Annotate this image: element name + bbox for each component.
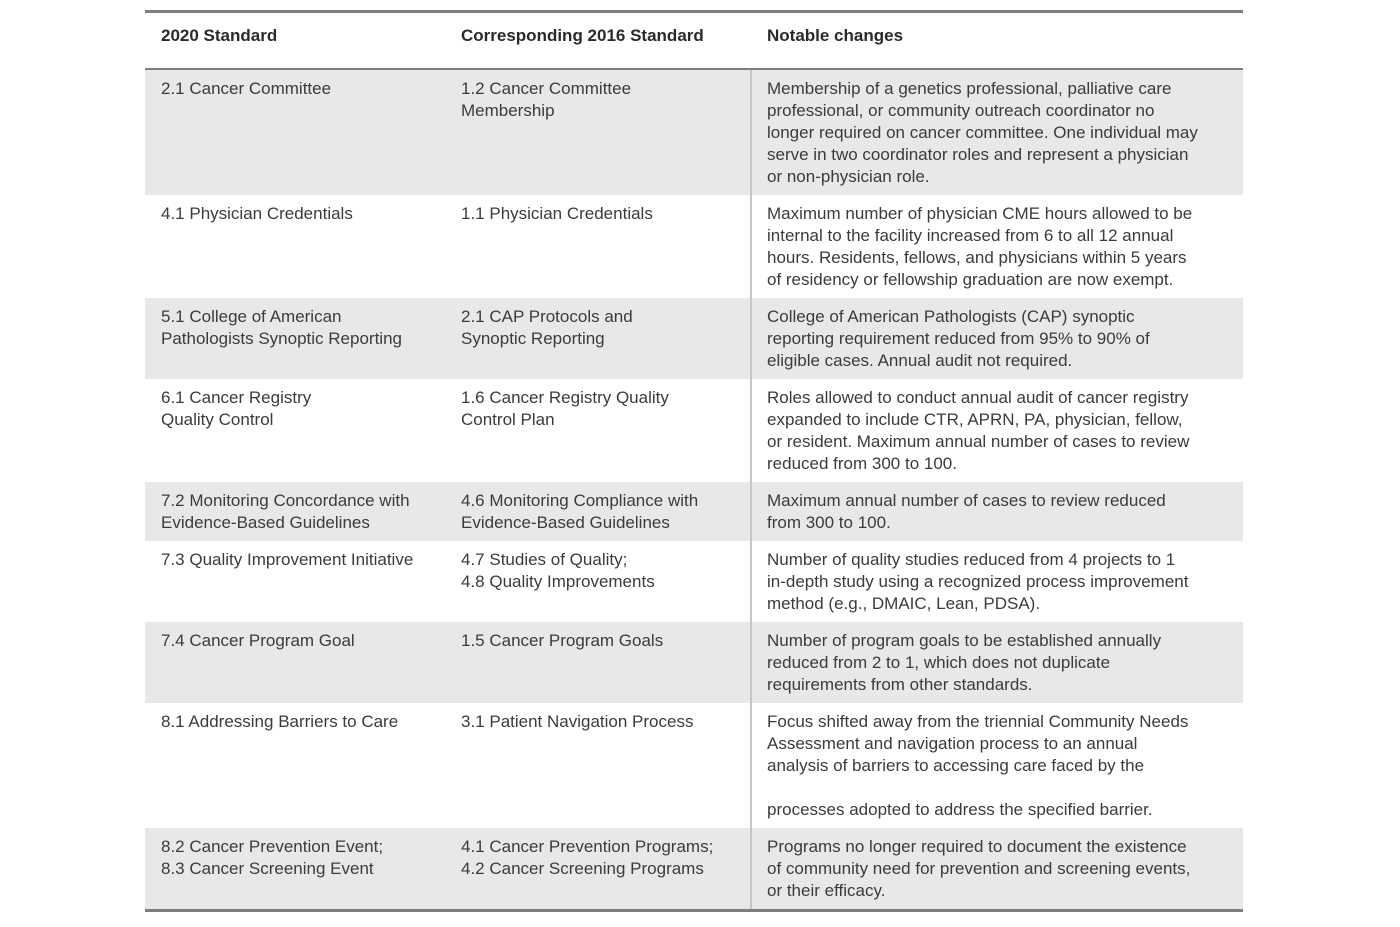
- text-line: 8.3 Cancer Screening Event: [161, 859, 374, 878]
- text-line: from 300 to 100.: [767, 513, 891, 532]
- table-row: [145, 703, 1243, 828]
- header-2016-standard: Corresponding 2016 Standard: [461, 26, 704, 45]
- text-line: or resident. Maximum annual number of cases to review: [767, 432, 1190, 451]
- cell-2020-standard: [145, 703, 445, 828]
- text-line: 2.1 Cancer Committee: [161, 79, 332, 98]
- text-line: 5.1 College of American: [161, 307, 342, 326]
- text-line: Focus shifted away from the triennial Community Needs: [767, 712, 1189, 731]
- cell-2020-standard: [145, 195, 445, 298]
- text-line: method (e.g., DMAIC, Lean, PDSA).: [767, 594, 1041, 613]
- table-row: [145, 379, 1243, 482]
- text-line: of community need for prevention and screening events,: [767, 859, 1191, 878]
- text-line: Control Plan: [461, 410, 555, 429]
- text-line: 8.2 Cancer Prevention Event;: [161, 837, 384, 856]
- text-line: eligible cases. Annual audit not required.: [767, 351, 1073, 370]
- cell-2020-standard: [145, 379, 445, 482]
- text-line: College of American Pathologists (CAP) synoptic: [767, 307, 1135, 326]
- text-line: [767, 777, 1231, 799]
- text-line: 8.1 Addressing Barriers to Care: [161, 712, 399, 731]
- table-row: [145, 195, 1243, 298]
- cell-notable-changes: [750, 703, 1243, 828]
- cell-2016-standard: [445, 70, 750, 195]
- text-line: 1.5 Cancer Program Goals: [461, 631, 664, 650]
- standards-comparison-table: [145, 10, 1243, 912]
- text-line: of residency or fellowship graduation are now exempt.: [767, 270, 1174, 289]
- text-line: requirements from other standards.: [767, 675, 1033, 694]
- text-line: 1.1 Physician Credentials: [461, 204, 653, 223]
- text-line: 4.1 Cancer Prevention Programs;: [461, 837, 714, 856]
- cell-notable-changes: [750, 482, 1243, 541]
- text-line: expanded to include CTR, APRN, PA, physician, fellow,: [767, 410, 1183, 429]
- text-line: reporting requirement reduced from 95% to 90% of: [767, 329, 1150, 348]
- text-line: 7.4 Cancer Program Goal: [161, 631, 355, 650]
- cell-2016-standard: [445, 379, 750, 482]
- text-line: Quality Control: [161, 410, 274, 429]
- cell-2016-standard: [445, 828, 750, 909]
- cell-2020-standard: [145, 828, 445, 909]
- text-line: longer required on cancer committee. One individual may: [767, 123, 1198, 142]
- text-line: Pathologists Synoptic Reporting: [161, 329, 402, 348]
- text-line: hours. Residents, fellows, and physicians within 5 years: [767, 248, 1187, 267]
- text-line: Number of quality studies reduced from 4 projects to 1: [767, 550, 1176, 569]
- cell-notable-changes: [750, 828, 1243, 909]
- cell-2016-standard: [445, 622, 750, 703]
- text-line: Synoptic Reporting: [461, 329, 605, 348]
- text-line: 4.8 Quality Improvements: [461, 572, 655, 591]
- cell-2016-standard: [445, 703, 750, 828]
- cell-notable-changes: [750, 379, 1243, 482]
- text-line: 4.6 Monitoring Compliance with: [461, 491, 699, 510]
- cell-2020-standard: [145, 541, 445, 622]
- table-header-row: [145, 10, 1243, 70]
- text-line: 4.2 Cancer Screening Programs: [461, 859, 704, 878]
- cell-2016-standard: [445, 195, 750, 298]
- table-body: [145, 70, 1243, 912]
- table-row: [145, 70, 1243, 195]
- text-line: or non-physician role.: [767, 167, 930, 186]
- cell-notable-changes: [750, 70, 1243, 195]
- text-line: reduced from 300 to 100.: [767, 454, 957, 473]
- cell-notable-changes: [750, 622, 1243, 703]
- text-line: 7.2 Monitoring Concordance with: [161, 491, 410, 510]
- text-line: 3.1 Patient Navigation Process: [461, 712, 694, 731]
- text-line: Assessment and navigation process to an annual: [767, 734, 1138, 753]
- text-line: analysis of barriers to accessing care faced by the: [767, 756, 1145, 775]
- text-line: or their efficacy.: [767, 881, 886, 900]
- text-line: 4.1 Physician Credentials: [161, 204, 353, 223]
- cell-notable-changes: [750, 298, 1243, 379]
- cell-2020-standard: [145, 298, 445, 379]
- cell-notable-changes: [750, 541, 1243, 622]
- cell-2016-standard: [445, 298, 750, 379]
- text-line: 1.2 Cancer Committee: [461, 79, 632, 98]
- text-line: in-depth study using a recognized process improvement: [767, 572, 1189, 591]
- text-line: Programs no longer required to document the existence: [767, 837, 1187, 856]
- table-row: [145, 828, 1243, 909]
- table-row: [145, 298, 1243, 379]
- text-line: Membership: [461, 101, 555, 120]
- text-line: Maximum annual number of cases to review reduced: [767, 491, 1166, 510]
- text-line: Roles allowed to conduct annual audit of cancer registry: [767, 388, 1189, 407]
- text-line: serve in two coordinator roles and represent a physician: [767, 145, 1189, 164]
- cell-2020-standard: [145, 70, 445, 195]
- text-line: Number of program goals to be established annually: [767, 631, 1162, 650]
- cell-2016-standard: [445, 482, 750, 541]
- text-line: 1.6 Cancer Registry Quality: [461, 388, 669, 407]
- text-line: professional, or community outreach coordinator no: [767, 101, 1155, 120]
- text-line: 6.1 Cancer Registry: [161, 388, 312, 407]
- text-line: processes adopted to address the specified barrier.: [767, 800, 1153, 819]
- header-notable-changes: Notable changes: [767, 26, 904, 45]
- text-line: 2.1 CAP Protocols and: [461, 307, 633, 326]
- text-line: reduced from 2 to 1, which does not duplicate: [767, 653, 1111, 672]
- header-2020-standard: 2020 Standard: [161, 26, 278, 45]
- text-line: Evidence-Based Guidelines: [161, 513, 370, 532]
- text-line: Membership of a genetics professional, palliative care: [767, 79, 1172, 98]
- text-line: 4.7 Studies of Quality;: [461, 550, 628, 569]
- text-line: Evidence-Based Guidelines: [461, 513, 670, 532]
- text-line: internal to the facility increased from 6 to all 12 annual: [767, 226, 1174, 245]
- cell-2020-standard: [145, 482, 445, 541]
- text-line: 7.3 Quality Improvement Initiative: [161, 550, 414, 569]
- table-row: [145, 482, 1243, 541]
- table-row: [145, 622, 1243, 703]
- cell-2016-standard: [445, 541, 750, 622]
- cell-2020-standard: [145, 622, 445, 703]
- table-row: [145, 541, 1243, 622]
- text-line: Maximum number of physician CME hours allowed to be: [767, 204, 1193, 223]
- cell-notable-changes: [750, 195, 1243, 298]
